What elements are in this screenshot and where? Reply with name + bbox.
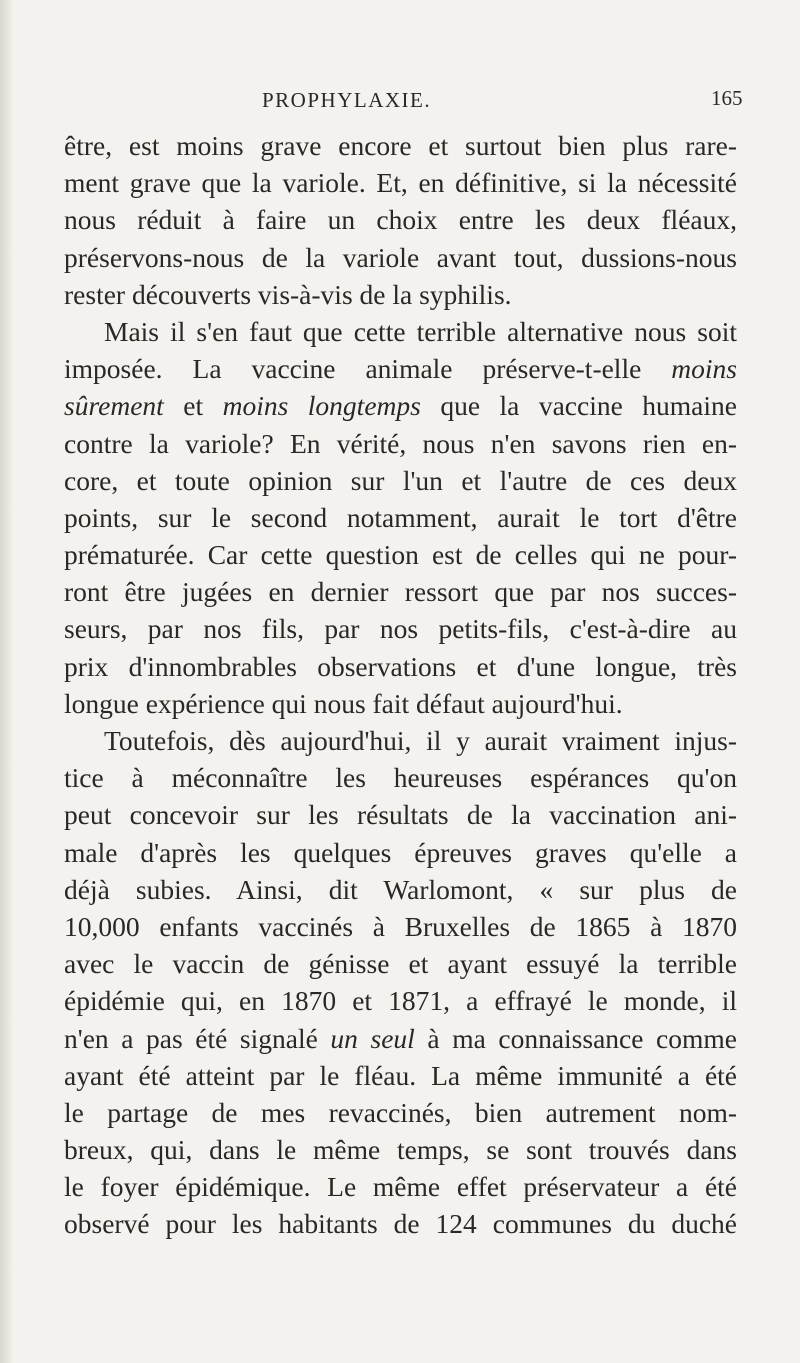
text-line: ront être jugées en dernier ressort que par nos succes- <box>64 576 737 608</box>
body-text <box>64 127 737 1243</box>
text-line: avec le vaccin de génisse et ayant essuyé la terrible <box>64 948 737 980</box>
text-line: contre la variole? En vérité, nous n'en savons rien en- <box>64 427 737 459</box>
text-run: que la vaccine humaine <box>420 390 737 422</box>
text-line-mixed <box>64 350 737 387</box>
text-line: prématurée. Car cette question est de celles qui ne pour- <box>64 539 737 571</box>
text-line: observé pour les habitants de 124 communes du duché <box>64 1208 737 1240</box>
paragraph-start: Mais il s'en faut que cette terrible alternative nous soit <box>104 315 737 347</box>
text-line: préservons-nous de la variole avant tout, dussions-nous <box>64 241 737 273</box>
text-line: être, est moins grave encore et surtout bien plus rare- <box>64 130 737 161</box>
text-line: male d'après les quelques épreuves graves qu'elle a <box>64 836 737 868</box>
text-line-mixed <box>64 387 737 424</box>
text-line: peut concevoir sur les résultats de la vaccination ani- <box>64 799 737 831</box>
text-line: rester découverts vis-à-vis de la syphilis. <box>64 278 512 310</box>
italic-run: moins longtemps <box>222 390 421 422</box>
text-run: imposée. La vaccine animale préserve-t-elle <box>64 353 672 385</box>
italic-run: sûrement <box>64 390 164 422</box>
italic-run: un seul <box>330 1022 415 1054</box>
running-head: PROPHYLAXIE. <box>262 88 432 112</box>
text-line: longue expérience qui nous fait défaut aujourd'hui. <box>64 687 623 719</box>
text-line: épidémie qui, en 1870 et 1871, a effrayé le monde, il <box>64 985 737 1017</box>
page-edge-shadow <box>0 0 14 1363</box>
text-line-mixed <box>64 1020 737 1057</box>
text-line: core, et toute opinion sur l'un et l'autre de ces deux <box>64 464 737 496</box>
text-line: le foyer épidémique. Le même effet préservateur a été <box>64 1171 737 1203</box>
paragraph-start: Toutefois, dès aujourd'hui, il y aurait vraiment injus- <box>104 725 737 756</box>
text-line: breux, qui, dans le même temps, se sont trouvés dans <box>64 1134 737 1166</box>
text-line: prix d'innombrables observations et d'une longue, très <box>64 650 737 682</box>
text-line: déjà subies. Ainsi, dit Warlomont, « sur plus de <box>64 873 737 905</box>
text-run: et <box>163 390 223 422</box>
page-header <box>0 88 800 122</box>
text-line: nous réduit à faire un choix entre les deux fléaux, <box>64 204 737 236</box>
text-line: ment grave que la variole. Et, en définitive, si la nécessité <box>64 167 737 199</box>
text-line: ayant été atteint par le fléau. La même immunité a été <box>64 1059 737 1091</box>
text-line: points, sur le second notamment, aurait le tort d'être <box>64 501 737 533</box>
text-line: le partage de mes revaccinés, bien autrement nom- <box>64 1096 737 1128</box>
text-line: seurs, par nos fils, par nos petits-fils, c'est-à-dire au <box>64 613 737 645</box>
text-run: à ma connaissance comme <box>414 1022 737 1054</box>
page-number: 165 <box>711 86 743 110</box>
text-run: n'en a pas été signalé <box>64 1022 331 1054</box>
text-line: 10,000 enfants vaccinés à Bruxelles de 1865 à 1870 <box>64 910 737 942</box>
italic-run: moins <box>671 353 737 385</box>
text-line: tice à méconnaître les heureuses espérances qu'on <box>64 762 737 794</box>
